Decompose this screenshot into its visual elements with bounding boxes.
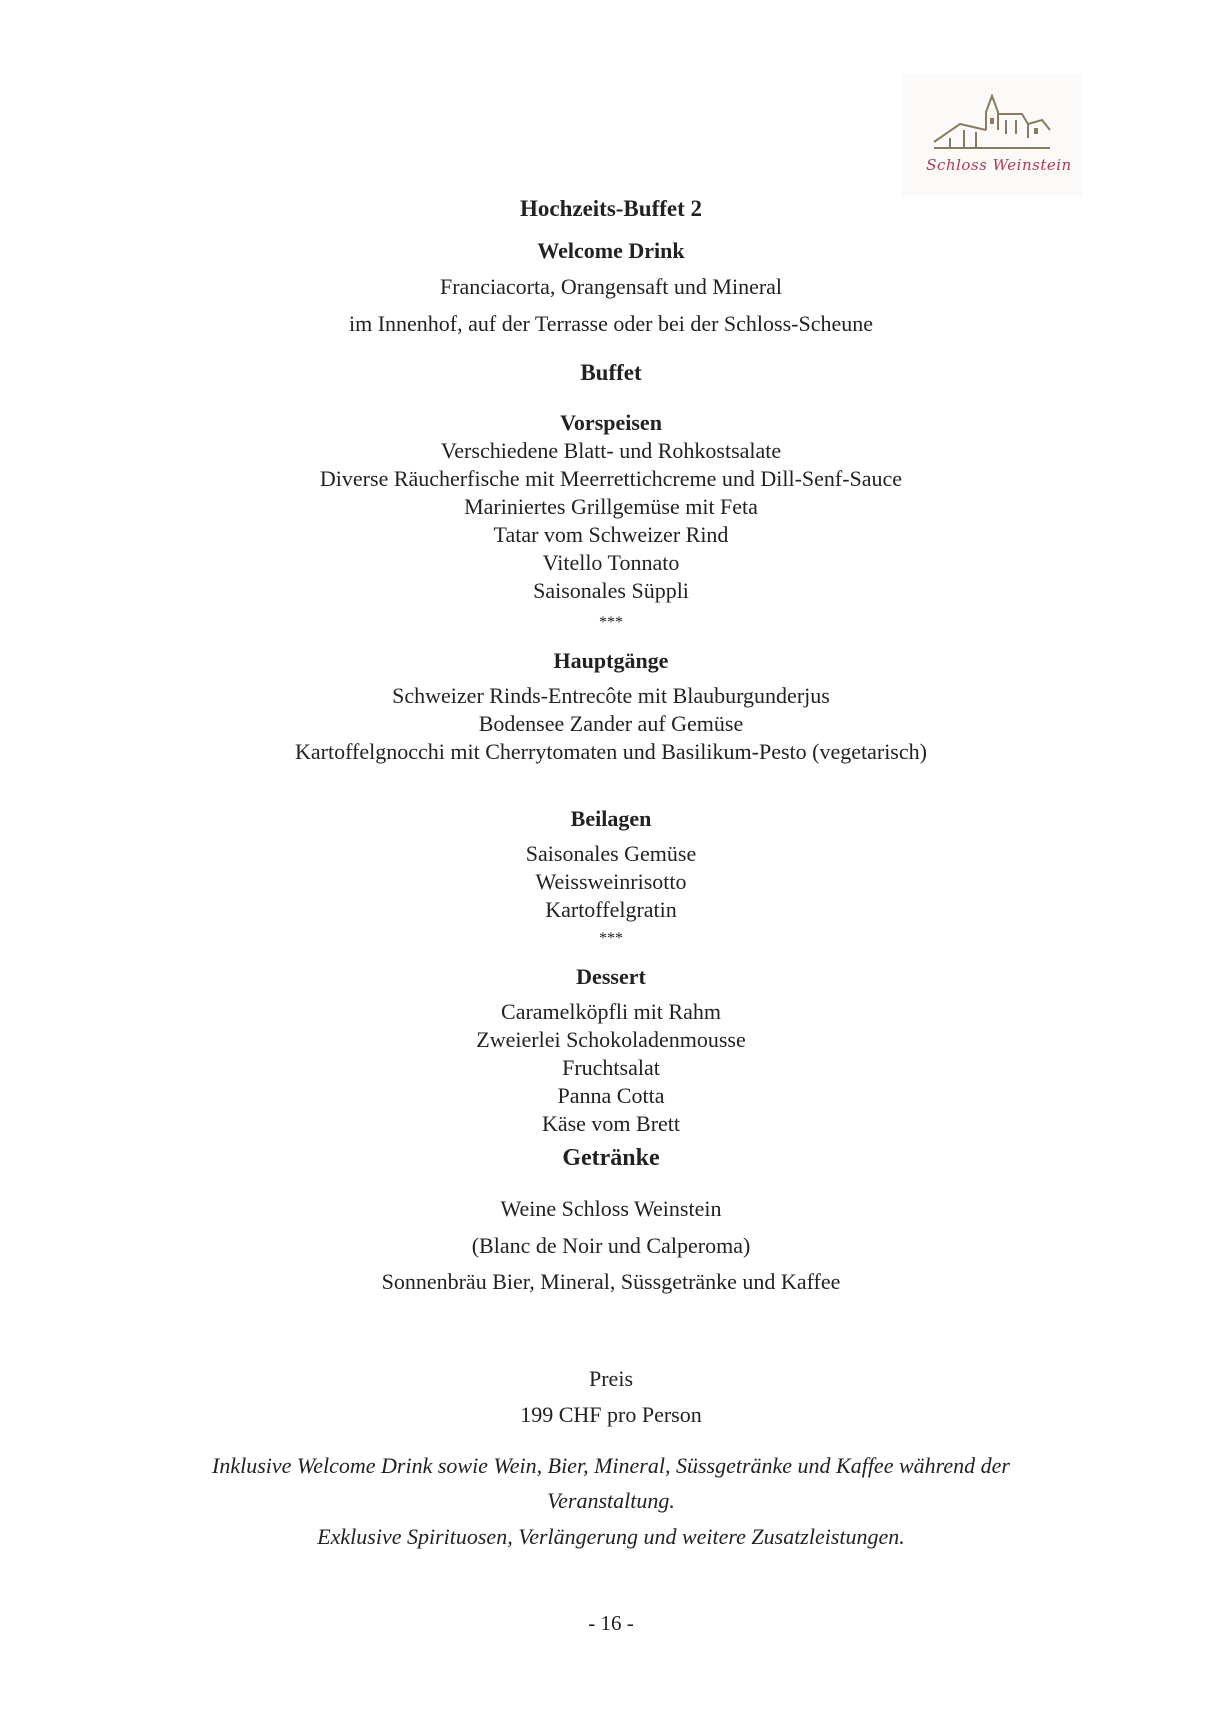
page-number: - 16 - bbox=[588, 1611, 634, 1635]
note-line: Veranstaltung. bbox=[547, 1488, 675, 1513]
drink-item: Sonnenbräu Bier, Mineral, Süssgetränke und Kaffee bbox=[381, 1269, 841, 1294]
menu-item: Kartoffelgratin bbox=[545, 897, 677, 922]
menu-item: Tatar vom Schweizer Rind bbox=[493, 522, 729, 547]
section-heading-vorspeisen: Vorspeisen bbox=[560, 410, 662, 435]
page-title: Hochzeits-Buffet 2 bbox=[519, 196, 703, 221]
price-value: 199 CHF pro Person bbox=[520, 1402, 702, 1427]
menu-item: Saisonales Gemüse bbox=[525, 841, 697, 866]
castle-icon bbox=[930, 90, 1054, 156]
menu-item: Weissweinrisotto bbox=[535, 869, 687, 894]
menu-item: Saisonales Süppli bbox=[533, 578, 689, 603]
note-line: Inklusive Welcome Drink sowie Wein, Bier, Mineral, Süssgetränke und Kaffee während der bbox=[212, 1453, 1010, 1478]
menu-item: Vitello Tonnato bbox=[542, 550, 680, 575]
menu-item: Panna Cotta bbox=[557, 1083, 665, 1108]
section-heading-getraenke: Getränke bbox=[562, 1145, 660, 1171]
price-label: Preis bbox=[589, 1366, 633, 1391]
section-heading-beilagen: Beilagen bbox=[570, 806, 652, 831]
welcome-heading: Welcome Drink bbox=[537, 238, 685, 263]
menu-item: Mariniertes Grillgemüse mit Feta bbox=[464, 494, 758, 519]
menu-item: Kartoffelgnocchi mit Cherrytomaten und Basilikum-Pesto (vegetarisch) bbox=[295, 739, 927, 764]
drink-item: (Blanc de Noir und Calperoma) bbox=[471, 1233, 751, 1258]
menu-item: Zweierlei Schokoladenmousse bbox=[476, 1027, 746, 1052]
logo bbox=[902, 74, 1082, 196]
welcome-line: im Innenhof, auf der Terrasse oder bei der Schloss-Scheune bbox=[348, 311, 874, 336]
buffet-heading: Buffet bbox=[580, 360, 642, 385]
section-heading-dessert: Dessert bbox=[576, 964, 646, 989]
menu-item: Schweizer Rinds-Entrecôte mit Blauburgunderjus bbox=[392, 683, 830, 708]
drink-item: Weine Schloss Weinstein bbox=[500, 1196, 722, 1221]
menu-item: Verschiedene Blatt- und Rohkostsalate bbox=[440, 438, 782, 463]
menu-item: Diverse Räucherfische mit Meerrettichcreme und Dill-Senf-Sauce bbox=[319, 466, 903, 491]
separator: *** bbox=[599, 614, 623, 631]
logo-text: Schloss Weinstein bbox=[926, 156, 1072, 174]
menu-item: Fruchtsalat bbox=[562, 1055, 660, 1080]
welcome-line: Franciacorta, Orangensaft und Mineral bbox=[439, 274, 783, 299]
menu-item: Käse vom Brett bbox=[541, 1111, 681, 1136]
separator: *** bbox=[599, 930, 623, 947]
menu-item: Caramelköpfli mit Rahm bbox=[501, 999, 721, 1024]
section-heading-hauptgaenge: Hauptgänge bbox=[553, 648, 669, 673]
menu-item: Bodensee Zander auf Gemüse bbox=[478, 711, 744, 736]
note-line: Exklusive Spirituosen, Verlängerung und weitere Zusatzleistungen. bbox=[317, 1524, 905, 1549]
